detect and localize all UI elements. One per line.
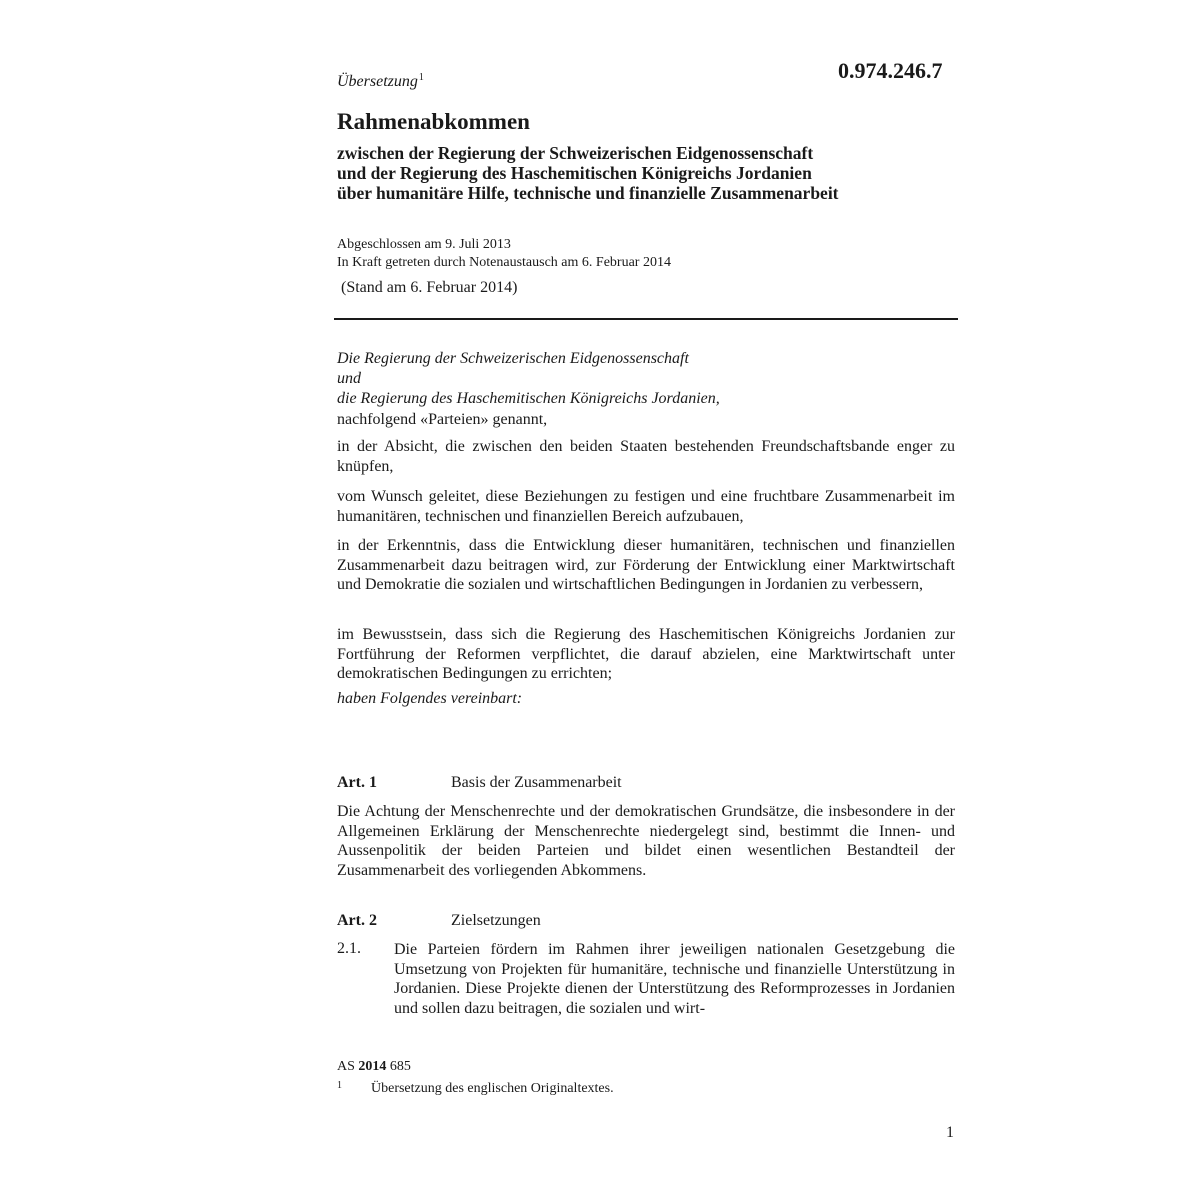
preamble-paragraph: vom Wunsch geleitet, diese Beziehungen zu festigen und eine fruchtbare Zusammenarbeit im humanitären, technischen und finanziellen Bereich aufzubauen, <box>337 488 955 525</box>
footnote <box>337 1080 614 1097</box>
official-compilation-ref <box>337 1059 411 1075</box>
article-number: Art. 1 <box>337 774 377 791</box>
as-year: 2014 <box>358 1059 387 1074</box>
preamble-paragraph: in der Erkenntnis, dass die Entwicklung dieser humanitären, technischen und finanziellen Zusammenarbeit dazu beitragen wird, zur Förderung der Entwicklung einer Marktwirtschaft und Demokratie die sozialen und wirtschaftlichen Bedingungen in Jordanien zu verbessern, <box>337 537 955 593</box>
party-line: die Regierung des Haschemitischen Königreichs Jordanien, <box>337 390 720 407</box>
subtitle-line: über humanitäre Hilfe, technische und finanzielle Zusammenarbeit <box>337 183 839 203</box>
as-page: 685 <box>389 1059 411 1074</box>
status-date: (Stand am 6. Februar 2014) <box>341 279 518 296</box>
page-number: 1 <box>946 1124 954 1141</box>
article-text: Die Achtung der Menschenrechte und der demokratischen Grundsätze, die insbesondere in der Allgemeinen Erklärung der Menschenrechte niedergelegt sind, bestimmt die Innen- und Aussenpolitik der beiden Parteien und bildet einen wesentlichen Bestandteil der Zusammenarbeit des vorliegenden Abkommens. <box>337 803 955 879</box>
translation-footnote-ref[interactable]: 1 <box>418 72 424 83</box>
translation-label-text: Übersetzung <box>337 73 418 90</box>
article-title: Basis der Zusammenarbeit <box>451 774 622 791</box>
subtitle-line: zwischen der Regierung der Schweizerischen Eidgenossenschaft <box>337 143 814 163</box>
document-title: Rahmenabkommen <box>337 109 530 134</box>
footnote-number: 1 <box>337 1080 342 1091</box>
document-subtitle <box>337 143 977 203</box>
article-title: Zielsetzungen <box>451 912 541 929</box>
preamble-paragraph: im Bewusstsein, dass sich die Regierung des Haschemitischen Königreichs Jordanien zur Fortführung der Reformen verpflichtet, die darauf abzielen, eine Marktwirtschaft unter demokratischen Bedingungen zu errichten; <box>337 626 955 682</box>
as-prefix: AS <box>337 1059 355 1074</box>
clause-text: Die Parteien fördern im Rahmen ihrer jeweiligen nationalen Gesetzgebung die Umsetzung von Projekten für humanitäre, technische und finanzielle Unterstützung in Jordanien. Diese Projekte dienen der Unterstützung des Reformprozesses in Jordanien und sollen dazu beitragen, die sozialen und wirt- <box>394 941 955 1017</box>
article-heading <box>337 912 541 930</box>
sr-number: 0.974.246.7 <box>838 58 943 83</box>
preamble-closing: haben Folgendes vereinbart: <box>337 690 523 707</box>
concluded-date: Abgeschlossen am 9. Juli 2013 <box>337 237 511 252</box>
party-line: Die Regierung der Schweizerischen Eidgenossenschaft <box>337 350 689 367</box>
in-force-date: In Kraft getreten durch Notenaustausch am 6. Februar 2014 <box>337 255 671 270</box>
article-heading <box>337 774 622 792</box>
subtitle-line: und der Regierung des Haschemitischen Königreichs Jordanien <box>337 163 812 183</box>
footnote-text: Übersetzung des englischen Originaltextes. <box>371 1081 614 1096</box>
translation-label <box>337 72 424 91</box>
article-number: Art. 2 <box>337 912 377 929</box>
preamble-paragraph: in der Absicht, die zwischen den beiden Staaten bestehenden Freundschaftsbande enger zu knüpfen, <box>337 438 955 475</box>
clause-number: 2.1. <box>337 940 361 957</box>
named-as-line: nachfolgend «Parteien» genannt, <box>337 411 548 428</box>
party-line: und <box>337 370 361 387</box>
title-divider <box>334 318 958 320</box>
